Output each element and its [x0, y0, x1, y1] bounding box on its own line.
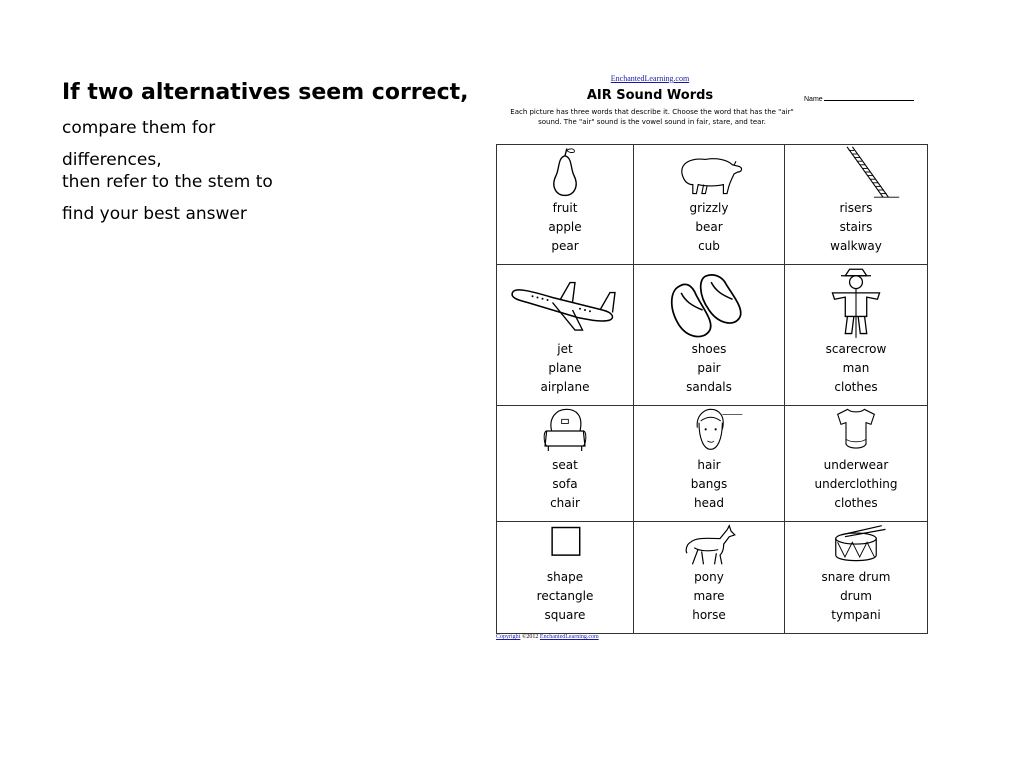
word: bear [695, 220, 723, 234]
slide-heading: If two alternatives seem correct, [62, 80, 469, 105]
slide-line: compare them for [62, 118, 216, 138]
grid-cell [634, 145, 785, 265]
worksheet-title: AIR Sound Words [586, 88, 714, 103]
grid-cell [497, 406, 634, 522]
grid-cell [497, 522, 634, 633]
word: chair [550, 496, 580, 510]
drum-icon [785, 522, 927, 568]
word: pear [551, 239, 579, 253]
airplane-icon [497, 265, 633, 340]
worksheet-image [494, 74, 926, 644]
grid-cell [785, 265, 927, 406]
word: plane [548, 361, 582, 375]
grid-cell [497, 265, 634, 406]
word: sofa [552, 477, 578, 491]
underwear-icon [785, 406, 927, 456]
chair-icon [497, 406, 633, 456]
word: stairs [839, 220, 873, 234]
word: shape [546, 570, 584, 584]
horse-icon [634, 522, 784, 568]
grid-cell [785, 145, 927, 265]
name-line [824, 100, 914, 101]
word: snare drum [821, 570, 891, 584]
word: underclothing [814, 477, 898, 491]
word: fruit [552, 201, 578, 215]
word: apple [548, 220, 582, 234]
word: bangs [690, 477, 728, 491]
word: cub [698, 239, 720, 253]
grid-cell [634, 265, 785, 406]
word: hair [697, 458, 721, 472]
word: head [694, 496, 724, 510]
word: underwear [823, 458, 889, 472]
worksheet-site-link[interactable]: EnchantedLearning.com [610, 74, 690, 83]
name-label: Name [804, 96, 823, 103]
word: tympani [831, 608, 881, 622]
slide-line: then refer to the stem to [62, 172, 273, 192]
word: clothes [834, 496, 878, 510]
copyright-link[interactable]: Copyright [496, 634, 521, 640]
word: scarecrow [825, 342, 887, 356]
word: rectangle [536, 589, 594, 603]
word: pair [697, 361, 721, 375]
slide-line: differences, [62, 150, 162, 170]
head-hair-icon [634, 406, 784, 456]
grid-cell [634, 406, 785, 522]
word: airplane [540, 380, 590, 394]
slide-line: find your best answer [62, 204, 247, 224]
slide-text-block [62, 80, 482, 225]
word: shoes [691, 342, 727, 356]
copyright-line [496, 634, 599, 640]
word: pony [694, 570, 724, 584]
word-grid [496, 144, 928, 634]
copyright-site-link[interactable]: EnchantedLearning.com [539, 634, 599, 640]
word: drum [840, 589, 872, 603]
name-field [804, 96, 914, 103]
pear-icon [497, 145, 633, 199]
word: horse [692, 608, 726, 622]
word: square [544, 608, 586, 622]
grid-cell [785, 406, 927, 522]
sandals-icon [634, 265, 784, 340]
scarecrow-icon [785, 265, 927, 340]
worksheet-instructions: Each picture has three words that describe it. Choose the word that has the "air" sound. The "air" sound is the vowel sound in fair, stare, and tear. [510, 108, 794, 126]
word: grizzly [689, 201, 729, 215]
word: risers [839, 201, 873, 215]
word: man [842, 361, 870, 375]
word: mare [693, 589, 725, 603]
grid-cell [634, 522, 785, 633]
grid-cell [497, 145, 634, 265]
word: clothes [834, 380, 878, 394]
word: seat [552, 458, 578, 472]
grid-cell [785, 522, 927, 633]
word: sandals [686, 380, 732, 394]
stairs-icon [785, 145, 927, 199]
copyright-year: ©2012 [521, 634, 539, 640]
word: jet [557, 342, 573, 356]
bear-icon [634, 145, 784, 199]
word: walkway [830, 239, 882, 253]
square-icon [497, 522, 633, 568]
